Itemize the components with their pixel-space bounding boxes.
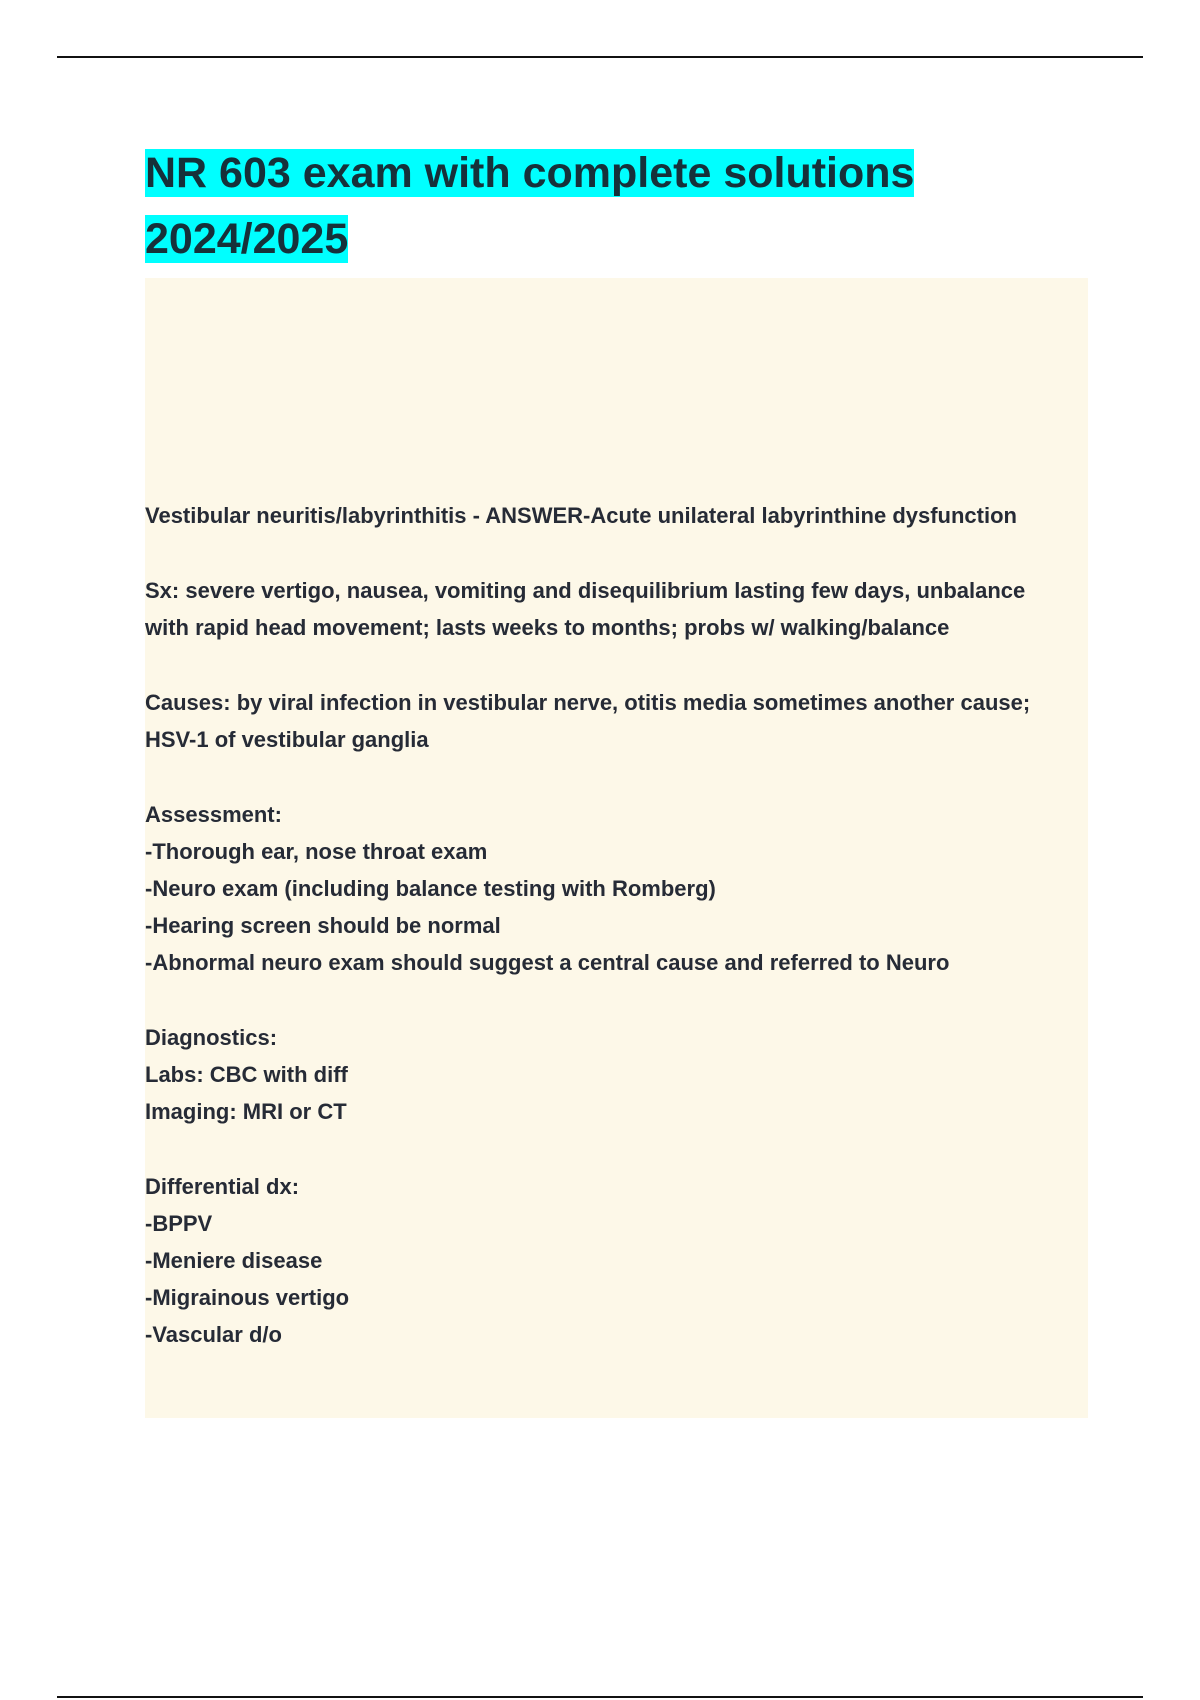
list-item: -Meniere disease [145,1248,323,1273]
bottom-rule [57,1696,1143,1698]
list-item: -Neuro exam (including balance testing with Romberg) [145,876,716,901]
answer-content [145,497,1075,1353]
causes-paragraph: Causes: by viral infection in vestibular nerve, otitis media sometimes another cause; HSV-1 of vestibular ganglia [145,690,1031,752]
list-item: -Vascular d/o [145,1322,282,1347]
title-line-2: 2024/2025 [145,215,349,263]
imaging-line: Imaging: MRI or CT [145,1099,347,1124]
symptoms-paragraph: Sx: severe vertigo, nausea, vomiting and disequilibrium lasting few days, unbalance with rapid head movement; lasts weeks to months; probs w/ walking/balance [145,578,1026,640]
list-item: -Abnormal neuro exam should suggest a central cause and referred to Neuro [145,950,950,975]
list-item: -Migrainous vertigo [145,1285,350,1310]
document-title [145,140,1085,272]
diagnostics-section [145,1019,1075,1130]
assessment-section [145,796,1075,981]
list-item: -Thorough ear, nose throat exam [145,839,488,864]
diagnostics-heading: Diagnostics: [145,1025,278,1050]
labs-line: Labs: CBC with diff [145,1062,348,1087]
differential-section [145,1168,1075,1353]
differential-heading: Differential dx: [145,1174,300,1199]
list-item: -BPPV [145,1211,213,1236]
list-item: -Hearing screen should be normal [145,913,501,938]
assessment-heading: Assessment: [145,802,282,827]
title-line-1: NR 603 exam with complete solutions [145,149,915,197]
question-answer: Vestibular neuritis/labyrinthitis - ANSWER-Acute unilateral labyrinthine dysfunction [145,503,1017,528]
top-rule [57,56,1143,58]
